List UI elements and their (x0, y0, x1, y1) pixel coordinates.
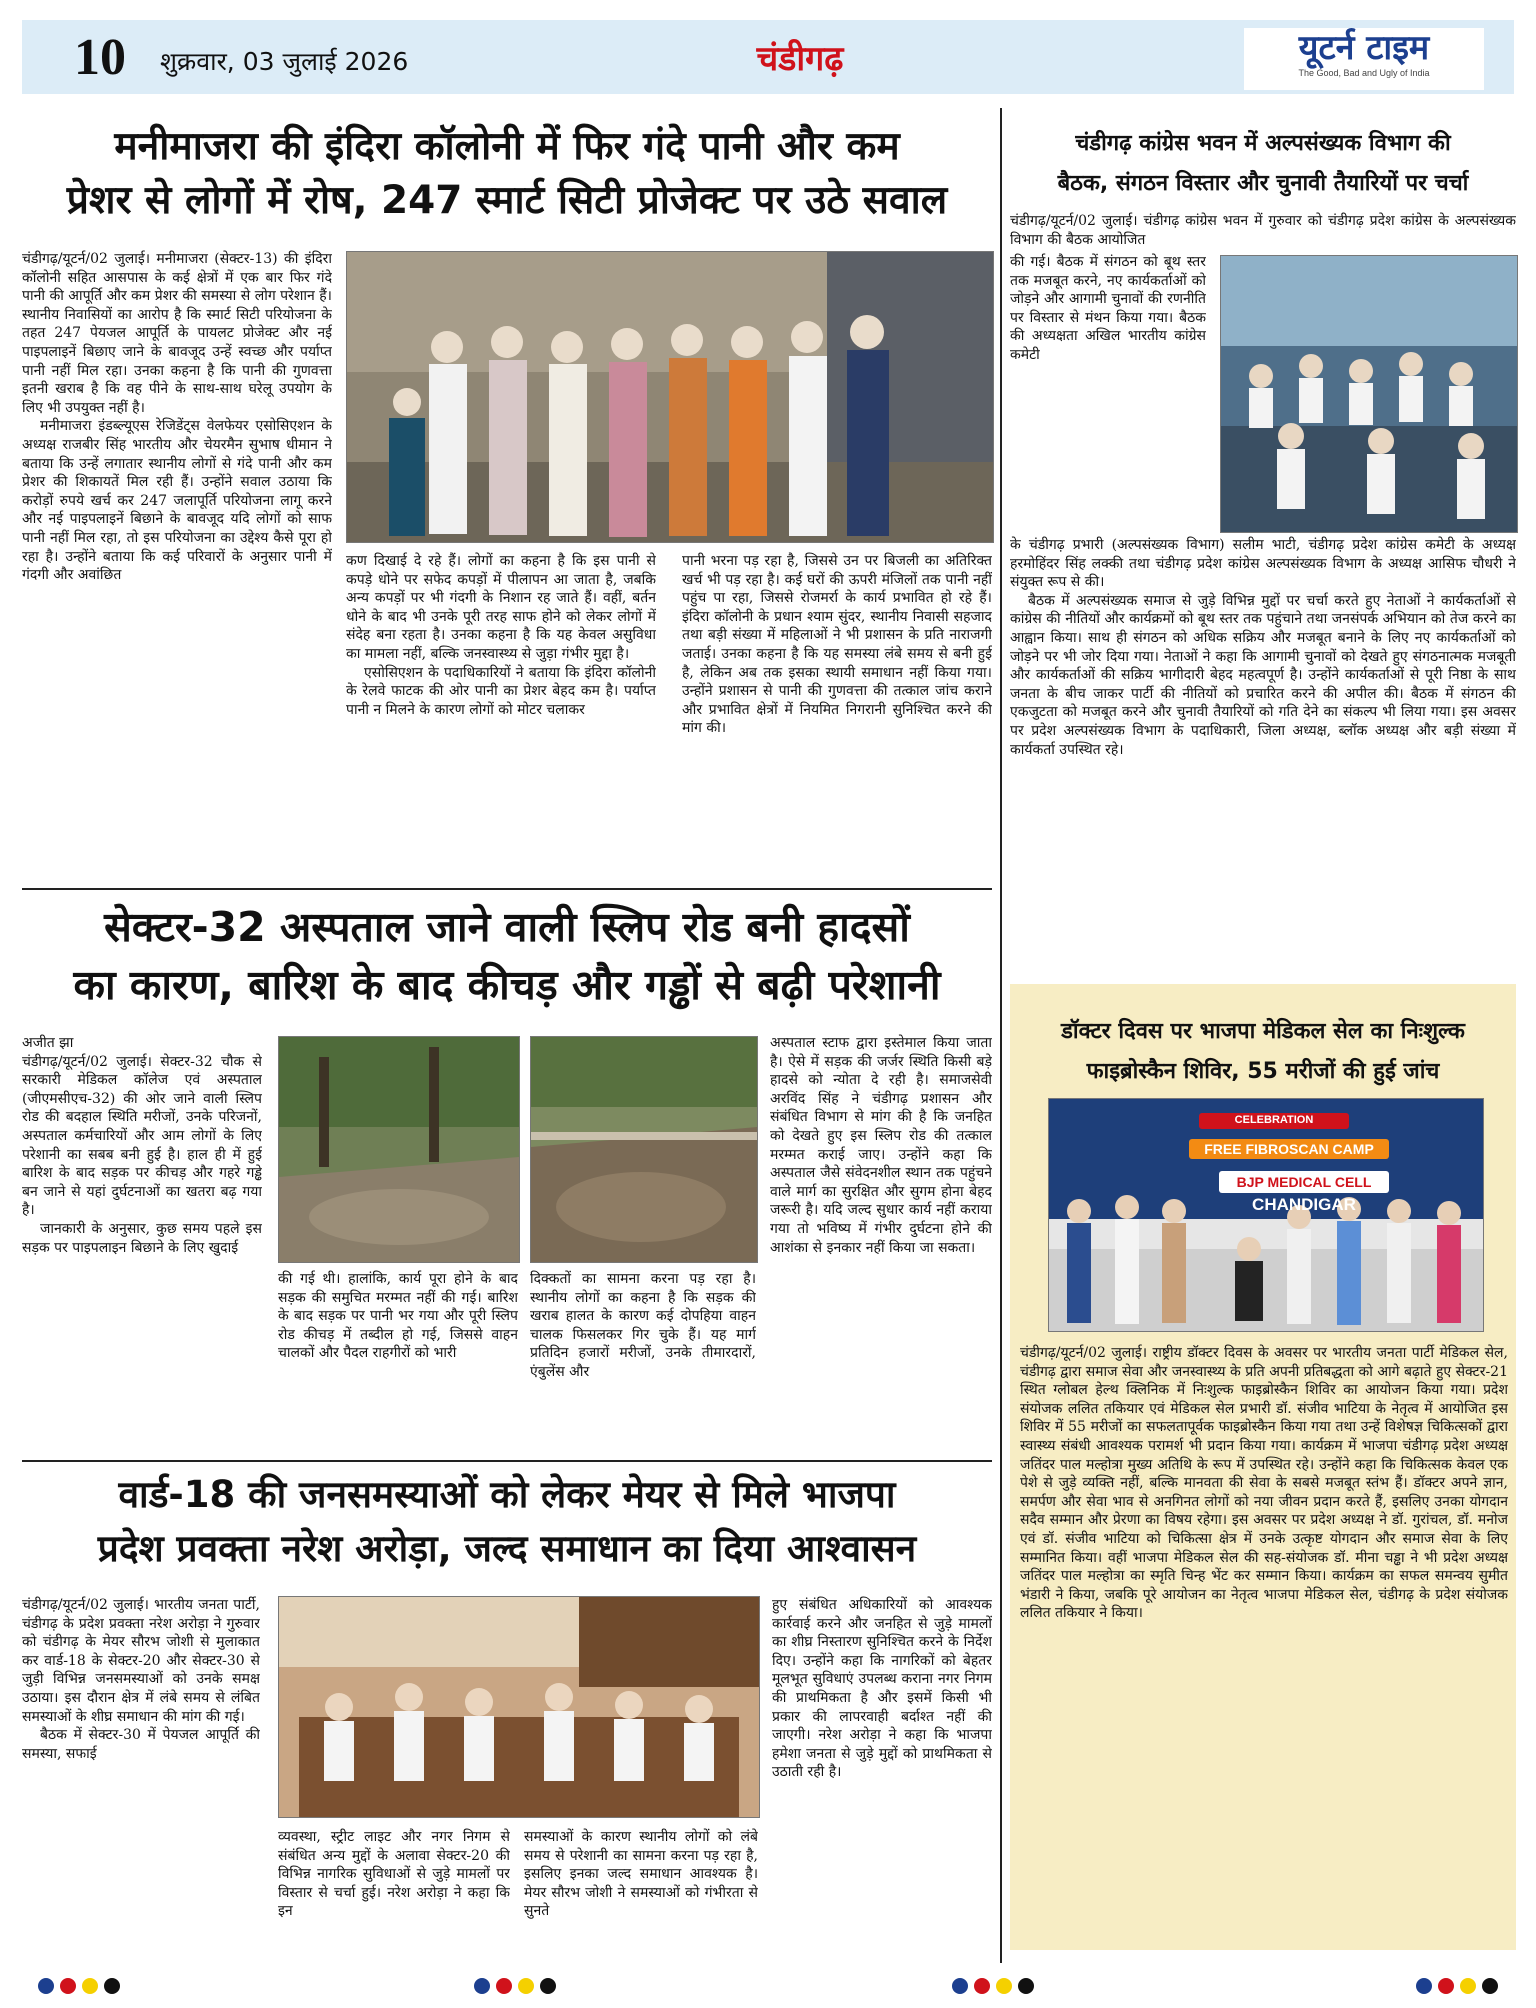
footer-dot (1018, 1978, 1034, 1994)
article-ward18-col4: हुए संबंधित अधिकारियों को आवश्यक कार्रवाई करने और जनहित से जुड़े मामलों का शीघ्र निस्तारण सुनिश्चित करने के निर्देश दिए। उन्होंने कहा कि नागरिकों को बेहतर मूलभूत सुविधाएं उपलब्ध कराना नगर निगम की प्राथमिकता है और इसमें किसी भी प्रकार की लापरवाही बर्दाश्त नहीं की जाएगी। नरेश अरोड़ा ने कहा कि भाजपा हमेशा जनता से जुड़े मुद्दों को प्राथमिकता से उठाती रही है। (772, 1597, 992, 1781)
article-congress-narrow: की गई। बैठक में संगठन को बूथ स्तर तक मजबूत करने, नए कार्यकर्ताओं को जोड़ने और आगामी चुनावों की रणनीति पर विस्तार से मंथन किया गया। बैठक की अध्यक्षता अखिल भारतीय कांग्रेस कमेटी (1010, 254, 1206, 363)
fibroscan-camp-photo (1049, 1099, 1483, 1331)
slip-road-photo-2 (531, 1037, 757, 1262)
photo-residents-group (346, 251, 994, 543)
rule-1 (22, 888, 992, 890)
slip-road-photo-1 (279, 1037, 519, 1262)
footer-dot (1416, 1978, 1432, 1994)
article-ward18-col2: व्यवस्था, स्ट्रीट लाइट और नगर निगम से संबंधित अन्य मुद्दों के अलावा सेक्टर-20 की विभिन्न नागरिक सुविधाओं से जुड़े मामलों पर विस्तार से चर्चा हुई। नरेश अरोड़ा ने कहा कि इन (278, 1829, 510, 1920)
footer-dot (974, 1978, 990, 1994)
article-ward18-col3: समस्याओं के कारण स्थानीय लोगों को लंबे समय से परेशानी का सामना करना पड़ रहा है, इसलिए इनका जल्द समाधान आवश्यक है। मेयर सौरभ जोशी ने समस्याओं को गंभीरता से सुनते (524, 1829, 758, 1920)
headline-congress-line2: बैठक, संगठन विस्तार और चुनावी तैयारियों पर चर्चा (1057, 171, 1469, 196)
photo-fibroscan-camp (1048, 1098, 1484, 1332)
footer-dot (540, 1978, 556, 1994)
logo-tagline: The Good, Bad and Ugly of India (1298, 68, 1430, 78)
footer-dot (518, 1978, 534, 1994)
banner-bjp-medical-cell: BJP MEDICAL CELL (1236, 1174, 1372, 1190)
mayor-meeting-photo (279, 1597, 759, 1817)
footer-dot (82, 1978, 98, 1994)
footer-dot (104, 1978, 120, 1994)
headline-ward18-line2: प्रदेश प्रवक्ता नरेश अरोड़ा, जल्द समाधान का दिया आश्वासन (97, 1527, 917, 1570)
headline-manimajra-line1: मनीमाजरा की इंदिरा कॉलोनी में फिर गंदे पानी और कम (114, 124, 900, 169)
congress-meeting-photo (1221, 256, 1517, 532)
article-sector32-col3: दिक्कतों का सामना करना पड़ रहा है। स्थानीय लोगों का कहना है कि सड़क की खराब हालत के कारण कई दोपहिया वाहन चालक फिसलकर गिर चुके हैं। यह मार्ग प्रतिदिन हजारों मरीजों, उनके तीमारदारों, एंबुलेंस और (530, 1271, 756, 1380)
byline: अजीत झा (22, 1035, 74, 1051)
banner-chandigarh: CHANDIGAR (1252, 1195, 1356, 1214)
page-number: 10 (74, 29, 126, 86)
footer-dot (496, 1978, 512, 1994)
headline-bjp-line2: फाइब्रोस्कैन शिविर, 55 मरीजों की हुई जांच (1086, 1059, 1440, 1084)
footer-dot (996, 1978, 1012, 1994)
photo-congress-meeting (1220, 255, 1518, 533)
photo-slip-road-1 (278, 1036, 520, 1263)
article-congress-body: के चंडीगढ़ प्रभारी (अल्पसंख्यक विभाग) सलीम भाटी, चंडीगढ़ प्रदेश कांग्रेस कमेटी के अध्यक्ष हरमोहिंदर सिंह लक्की तथा चंडीगढ़ प्रदेश कांग्रेस अल्पसंख्यक विभाग के अध्यक्ष आसिफ चौधरी ने संयुक्त रूप से की। बैठक में अल्पसंख्यक समाज से जुड़े विभिन्न मुद्दों पर चर्चा करते हुए नेताओं ने कार्यकर्ताओं से कांग्रेस की नीतियों और कार्यक्रमों को बूथ स्तर तक पहुंचाने तथा जनसंपर्क अभियान को तेज करने का आह्वान किया। साथ ही संगठन को अधिक सक्रिय और मजबूत बनाने के लिए नए कार्यकर्ताओं को जोड़ने पर भी जोर दिया गया। नेताओं ने कहा कि आगामी चुनावों को देखते हुए संगठनात्मक मजबूती और कार्यकर्ताओं की सक्रिय भागीदारी बेहद महत्वपूर्ण है। उन्होंने कार्यकर्ताओं से पूरी निष्ठा के साथ जनता के बीच जाकर पार्टी की नीतियों को प्रचारित करने की अपील की। बैठक में संगठन की एकजुटता को मजबूत करने और चुनावी तैयारियों को गति देने का संकल्प भी लिया गया। इस अवसर पर प्रदेश अल्पसंख्यक विभाग के पदाधिकारी, जिला अध्यक्ष, ब्लॉक अध्यक्ष और बड़ी संख्या में कार्यकर्ता उपस्थित रहे। (1010, 537, 1516, 758)
footer-dot (1482, 1978, 1498, 1994)
logo-text: यूटर्न टाइम (1298, 28, 1430, 68)
article-sector32-col4: अस्पताल स्टाफ द्वारा इस्तेमाल किया जाता है। ऐसे में सड़क की जर्जर स्थिति किसी बड़े हादसे को न्योता दे रही है। समाजसेवी अरविंद सिंह ने चंडीगढ़ प्रशासन और संबंधित विभाग से मांग की है कि जनहित को देखते हुए इस स्लिप रोड की तत्काल मरम्मत कराई जाए। उन्होंने कहा कि अस्पताल जैसे संवेदनशील स्थान तक पहुंचने वाले मार्ग का सुरक्षित और सुगम होना बेहद जरूरी है। यदि जल्द सुधार कार्य नहीं कराया गया तो भविष्य में गंभीर दुर्घटना होने की आशंका से इनकार नहीं किया जा सकता। (770, 1035, 992, 1256)
banner-celebration: CELEBRATION (1234, 1114, 1314, 1126)
residents-group-photo (347, 252, 993, 542)
newspaper-logo (1244, 28, 1484, 90)
headline-sector32-line1: सेक्टर-32 अस्पताल जाने वाली स्लिप रोड बनी हादसों (104, 903, 910, 951)
article-ward18-col1: चंडीगढ़/यूटर्न/02 जुलाई। भारतीय जनता पार्टी, चंडीगढ़ के प्रदेश प्रवक्ता नरेश अरोड़ा ने गुरुवार को चंडीगढ़ के मेयर सौरभ जोशी से मुलाकात कर वार्ड-18 के सेक्टर-20 और सेक्टर-30 से जुड़ी विभिन्न जनसमस्याओं को उनके समक्ष उठाया। इस दौरान क्षेत्र में लंबे समय से लंबित समस्याओं के शीघ्र समाधान की मांग की गई। बैठक में सेक्टर-30 में पेयजल आपूर्ति की समस्या, सफाई (22, 1597, 260, 1762)
photo-mayor-meeting (278, 1596, 760, 1818)
article-sector32-col1: अजीत झा चंडीगढ़/यूटर्न/02 जुलाई। सेक्टर-32 चौक से सरकारी मेडिकल कॉलेज एवं अस्पताल (जीएमसीएच-32) की ओर जाने वाली स्लिप रोड की बदहाल स्थिति मरीजों, उनके परिजनों, अस्पताल कर्मचारियों और आम लोगों के लिए परेशानी का सबब बनी हुई है। हाल ही में हुई बारिश के बाद सड़क पर कीचड़ और गहरे गड्ढे बन जाने से यहां दुर्घटनाओं का खतरा बढ़ गया है। जानकारी के अनुसार, कुछ समय पहले इस सड़क पर पाइपलाइन बिछाने के लिए खुदाई (22, 1035, 262, 1256)
issue-date: शुक्रवार, 03 जुलाई 2026 (160, 47, 409, 76)
footer-dot (952, 1978, 968, 1994)
rule-2 (22, 1460, 992, 1462)
column-divider (1000, 108, 1002, 1963)
footer-dot (1438, 1978, 1454, 1994)
photo-slip-road-2 (530, 1036, 758, 1263)
article-manimajra-col3: पानी भरना पड़ रहा है, जिससे उन पर बिजली का अतिरिक्त खर्च भी पड़ रहा है। कई घरों की ऊपरी मंजिलों तक पानी नहीं पहुंच पा रहा, जिससे रोजमर्रा के कार्य प्रभावित हो रहे हैं। इंदिरा कॉलोनी के प्रधान श्याम सुंदर, स्थानीय निवासी सहजाद तथा बड़ी संख्या में महिलाओं ने भी प्रशासन के प्रति नाराजगी जताई। उनका कहना है कि यह समस्या लंबे समय से बनी हुई है, लेकिन अब तक इसका स्थायी समाधान नहीं किया गया। उन्होंने प्रशासन से पानी की गुणवत्ता की तत्काल जांच कराने और प्रभावित क्षेत्रों में नियमित निगरानी सुनिश्चित करने की मांग की। (682, 553, 992, 737)
headline-congress-line1: चंडीगढ़ कांग्रेस भवन में अल्पसंख्यक विभाग की (1075, 131, 1451, 156)
article-sector32-col2: की गई थी। हालांकि, कार्य पूरा होने के बाद सड़क की समुचित मरम्मत नहीं की गई। बारिश के बाद सड़क पर पानी भर गया और पूरी स्लिप रोड कीचड़ में तब्दील हो गई, जिससे वाहन चालकों और पैदल राहगीरों को भारी (278, 1271, 518, 1362)
footer-dot (38, 1978, 54, 1994)
article-manimajra-col1: चंडीगढ़/यूटर्न/02 जुलाई। मनीमाजरा (सेक्टर-13) की इंदिरा कॉलोनी सहित आसपास के कई क्षेत्रों में एक बार फिर गंदे पानी की आपूर्ति और कम प्रेशर की समस्या से लोग परेशान हैं। स्थानीय निवासियों का आरोप है कि स्मार्ट सिटी परियोजना के तहत 247 पेयजल आपूर्ति के पायलट प्रोजेक्ट और नई पाइपलाइनें बिछाए जाने के बावजूद उन्हें स्वच्छ और पर्याप्त पानी नहीं मिल रहा। उनका कहना है कि पानी की गुणवत्ता इतनी खराब है कि वह पीने के साथ-साथ घरेलू उपयोग के लिए भी उपयुक्त नहीं है। मनीमाजरा इंडब्ल्यूएस रेजिडेंट्स वेलफेयर एसोसिएशन के अध्यक्ष राजबीर सिंह भारतीय और चेयरमैन सुभाष धीमान ने बताया कि उन्हें लगातार स्थानीय लोगों से गंदे पानी और कम प्रेशर की शिकायतें मिल रही हैं। उन्होंने सवाल उठाया कि करोड़ों रुपये खर्च कर 247 जलापूर्ति परियोजना लागू करने और नई पाइपलाइनें बिछाने के बावजूद यदि लोगों को साफ पानी नहीं मिल रहा, तो इस परियोजना का उद्देश्य कैसे पूरा हो रहा है। उन्होंने बताया कि कई परिवारों के अनुसार पानी में गंदगी और अवांछित (22, 251, 332, 584)
headline-manimajra-line2: प्रेशर से लोगों में रोष, 247 स्मार्ट सिटी प्रोजेक्ट पर उठे सवाल (66, 178, 948, 223)
article-manimajra-col2: कण दिखाई दे रहे हैं। लोगों का कहना है कि इस पानी से कपड़े धोने पर सफेद कपड़ों में पीलापन आ जाता है, जबकि अन्य कपड़ों पर भी गंदगी के निशान रह जाते हैं। वहीं, बर्तन धोने के बाद भी उनके पूरी तरह साफ होने को लेकर लोगों में संदेह बना रहता है। उनका कहना है कि यह केवल असुविधा का मामला नहीं, बल्कि जनस्वास्थ्य से जुड़ा गंभीर मुद्दा है। एसोसिएशन के पदाधिकारियों ने बताया कि इंदिरा कॉलोनी के रेलवे फाटक की ओर पानी का प्रेशर बेहद कम है। पर्याप्त पानी न मिलने के कारण लोगों को मोटर चलाकर (346, 553, 656, 718)
footer-dot (474, 1978, 490, 1994)
headline-bjp-line1: डॉक्टर दिवस पर भाजपा मेडिकल सेल का निःशुल्क (1061, 1019, 1465, 1044)
article-bjp-body: चंडीगढ़/यूटर्न/02 जुलाई। राष्ट्रीय डॉक्टर दिवस के अवसर पर भारतीय जनता पार्टी मेडिकल सेल, चंडीगढ़ द्वारा समाज सेवा और जनस्वास्थ्य के प्रति अपनी प्रतिबद्धता को आगे बढ़ाते हुए सेक्टर-21 स्थित ग्लोबल हेल्थ क्लिनिक में निःशुल्क फाइब्रोस्कैन शिविर का आयोजन किया गया। प्रदेश संयोजक ललित तकियार एवं मेडिकल सेल प्रभारी डॉ. संजीव भाटिया के नेतृत्व में आयोजित इस शिविर में 55 मरीजों का सफलतापूर्वक फाइब्रोस्कैन किया गया तथा उन्हें विशेषज्ञ चिकित्सकों द्वारा स्वास्थ्य संबंधी आवश्यक परामर्श भी प्रदान किया गया। कार्यक्रम में भाजपा चंडीगढ़ प्रदेश अध्यक्ष जतिंदर पाल मल्होत्रा मुख्य अतिथि के रूप में उपस्थित रहे। उन्होंने कहा कि चिकित्सक केवल एक पेशे से जुड़े व्यक्ति नहीं, बल्कि मानवता की सेवा के सबसे मजबूत स्तंभ हैं। डॉक्टर अपने ज्ञान, समर्पण और सेवा भाव से अनगिनत लोगों को नया जीवन प्रदान करते हैं, इसलिए उनका योगदान सदैव सम्मान और प्रेरणा का विषय रहेगा। इस अवसर पर प्रदेश अध्यक्ष ने डॉ. गुरांचल, डॉ. मनोज एवं डॉ. संजीव भाटिया को चिकित्सा क्षेत्र में उनके उत्कृष्ट योगदान और समाज सेवा के लिए सम्मानित किया। वहीं भाजपा मेडिकल सेल की सह-संयोजक डॉ. मीना चड्ढा ने भी प्रदेश अध्यक्ष जतिंदर पाल मल्होत्रा का स्मृति चिन्ह भेंट कर सम्मान किया। कार्यक्रम का सफल समन्वय सुमीत भंडारी ने किया, जबकि पूरे आयोजन का नेतृत्व भाजपा मेडिकल सेल, चंडीगढ़ के प्रदेश संयोजक ललित तकियार ने किया। (1020, 1345, 1508, 1622)
banner-free-fibroscan: FREE FIBROSCAN CAMP (1204, 1141, 1374, 1157)
headline-sector32-line2: का कारण, बारिश के बाद कीचड़ और गड्ढों से बढ़ी परेशानी (73, 961, 941, 1009)
headline-ward18-line1: वार्ड-18 की जनसमस्याओं को लेकर मेयर से मिले भाजपा (118, 1473, 896, 1516)
article-congress-lead: चंडीगढ़/यूटर्न/02 जुलाई। चंडीगढ़ कांग्रेस भवन में गुरुवार को चंडीगढ़ प्रदेश कांग्रेस के अल्पसंख्यक विभाग की बैठक आयोजित (1010, 213, 1516, 248)
footer-dot (1460, 1978, 1476, 1994)
footer-dot (60, 1978, 76, 1994)
city-name: चंडीगढ़ (756, 39, 844, 79)
